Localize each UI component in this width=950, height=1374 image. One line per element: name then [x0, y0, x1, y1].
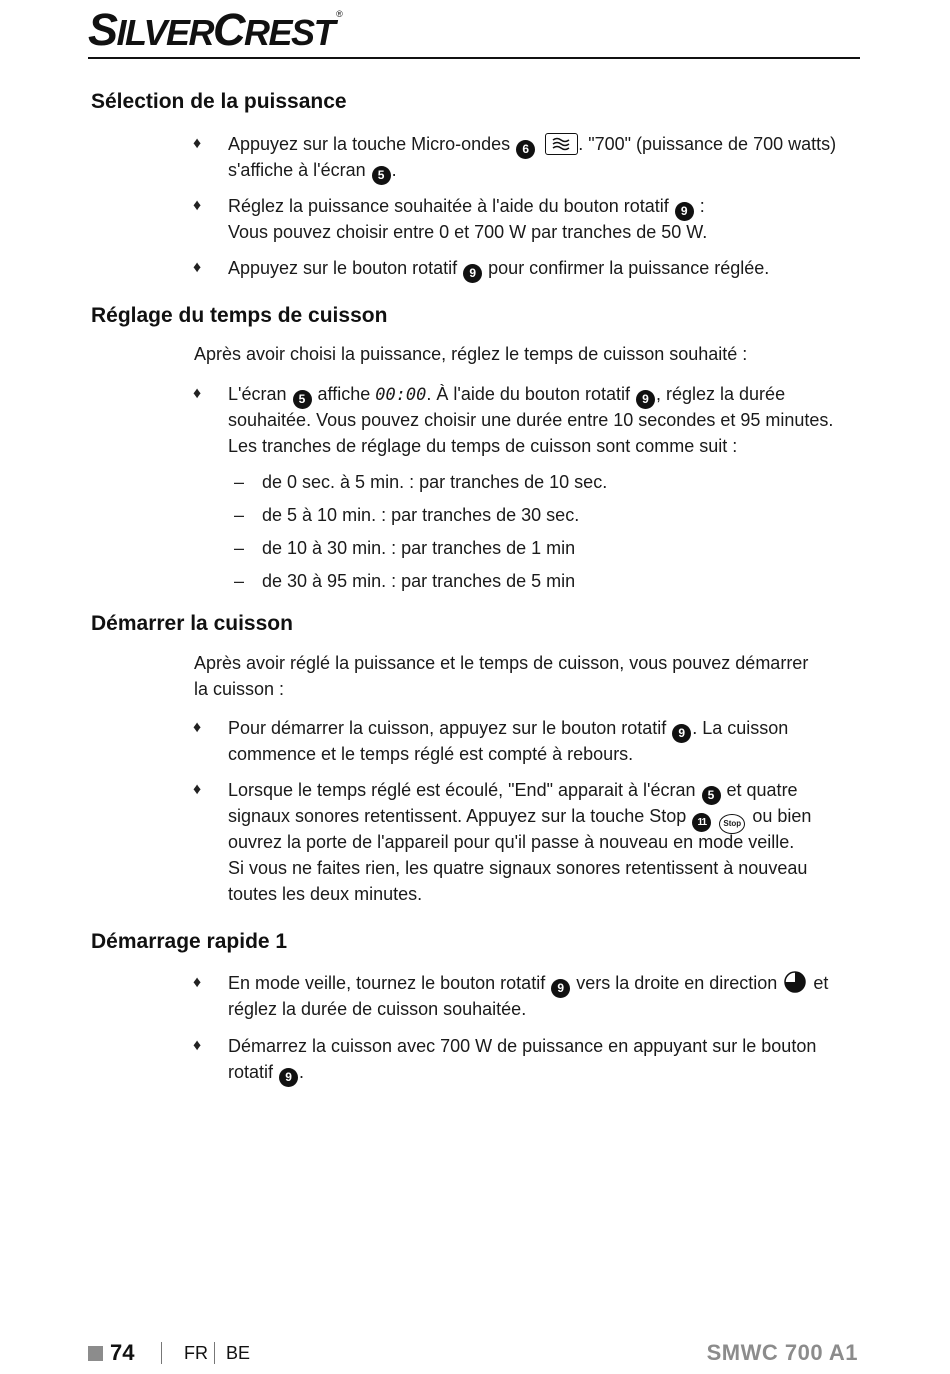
ref-9-icon: 9	[551, 979, 570, 998]
footer-square-icon	[88, 1346, 103, 1361]
lcd-readout: 00:00	[375, 385, 427, 405]
s1-b1-line1: Appuyez sur la touche Micro-ondes 6 . "700" (puissance de 700 watts)	[228, 131, 836, 159]
ref-5-icon: 5	[293, 390, 312, 409]
s3-b1-line2: commence et le temps réglé est compté à rebours.	[228, 744, 634, 764]
s1-b2-line1: Réglez la puissance souhaitée à l'aide du bouton rotatif 9 :	[228, 193, 705, 221]
s2-dash-item: de 5 à 10 min. : par tranches de 30 sec.	[262, 505, 580, 525]
heading-start-cooking: Démarrer la cuisson	[91, 612, 293, 635]
ref-9-icon: 9	[463, 264, 482, 283]
brand-logo: SILVERCREST ®	[88, 4, 342, 55]
s1-b1-line2: s'affiche à l'écran 5 .	[228, 157, 397, 185]
dash-icon: –	[234, 538, 245, 558]
s3-b2-line1: Lorsque le temps réglé est écoulé, "End" apparait à l'écran 5 et quatre	[228, 777, 798, 805]
s3-b2-line2: signaux sonores retentissent. Appuyez sur la touche Stop 11 Stop ou bien	[228, 803, 811, 834]
s2-dash-item: de 30 à 95 min. : par tranches de 5 min	[262, 571, 576, 591]
s2-b1-line2: souhaitée. Vous pouvez choisir une durée entre 10 secondes et 95 minutes.	[228, 410, 834, 430]
s2-intro: Après avoir choisi la puissance, réglez le temps de cuisson souhaité :	[194, 344, 748, 364]
bullet-icon: ♦	[193, 197, 202, 214]
microwave-key-icon	[545, 133, 578, 155]
ref-11-icon: 11	[692, 813, 711, 832]
ref-6-icon: 6	[516, 140, 535, 159]
bullet-icon: ♦	[193, 781, 202, 798]
s4-b2-line1: Démarrez la cuisson avec 700 W de puissance en appuyant sur le bouton	[228, 1036, 817, 1056]
ref-5-icon: 5	[702, 786, 721, 805]
bullet-icon: ♦	[193, 259, 202, 276]
s3-intro-line2: la cuisson :	[194, 679, 285, 699]
bullet-icon: ♦	[193, 974, 202, 991]
s1-b2-line2: Vous pouvez choisir entre 0 et 700 W par tranches de 50 W.	[228, 222, 708, 242]
s2-b1-line1: L'écran 5 affiche 00:00. À l'aide du bouton rotatif 9 , réglez la durée	[228, 381, 785, 409]
s4-b1-line1: En mode veille, tournez le bouton rotatif 9 vers la droite en direction et	[228, 970, 828, 1000]
clockwise-quarter-icon	[784, 971, 806, 1000]
footer-lang-fr: FR	[184, 1343, 208, 1363]
footer-divider	[161, 1342, 162, 1364]
dash-icon: –	[234, 472, 245, 492]
bullet-icon: ♦	[193, 1037, 202, 1054]
heading-quick-start: Démarrage rapide 1	[91, 930, 288, 953]
s2-b1-line3: Les tranches de réglage du temps de cuisson sont comme suit :	[228, 436, 738, 456]
bullet-icon: ♦	[193, 135, 202, 152]
s3-b1-line1: Pour démarrer la cuisson, appuyez sur le bouton rotatif 9 . La cuisson	[228, 715, 788, 743]
s3-b2-line4: Si vous ne faites rien, les quatre signaux sonores retentissent à nouveau	[228, 858, 808, 878]
heading-power-selection: Sélection de la puissance	[91, 90, 347, 113]
page-number: 74	[110, 1340, 135, 1365]
header-rule	[88, 57, 860, 59]
stop-key-icon: Stop	[719, 814, 745, 834]
s1-b3-line1: Appuyez sur le bouton rotatif 9 pour confirmer la puissance réglée.	[228, 255, 769, 283]
ref-9-icon: 9	[675, 202, 694, 221]
bullet-icon: ♦	[193, 719, 202, 736]
s2-dash-item: de 10 à 30 min. : par tranches de 1 min	[262, 538, 576, 558]
bullet-icon: ♦	[193, 385, 202, 402]
dash-icon: –	[234, 505, 245, 525]
footer-lang-be: BE	[226, 1343, 251, 1363]
s3-intro-line1: Après avoir réglé la puissance et le temps de cuisson, vous pouvez démarrer	[194, 653, 809, 673]
s3-b2-line5: toutes les deux minutes.	[228, 884, 423, 904]
heading-cooking-time: Réglage du temps de cuisson	[91, 304, 388, 327]
footer-divider	[214, 1342, 215, 1364]
ref-9-icon: 9	[636, 390, 655, 409]
s3-b2-line3: ouvrez la porte de l'appareil pour qu'il passe à nouveau en mode veille.	[228, 832, 795, 852]
model-number: SMWC 700 A1	[706, 1340, 858, 1365]
s4-b1-line2: réglez la durée de cuisson souhaitée.	[228, 999, 527, 1019]
ref-5-icon: 5	[372, 166, 391, 185]
s4-b2-line2: rotatif 9 .	[228, 1059, 304, 1087]
s2-dash-item: de 0 sec. à 5 min. : par tranches de 10 sec.	[262, 472, 608, 492]
ref-9-icon: 9	[672, 724, 691, 743]
ref-9-icon: 9	[279, 1068, 298, 1087]
dash-icon: –	[234, 571, 245, 591]
